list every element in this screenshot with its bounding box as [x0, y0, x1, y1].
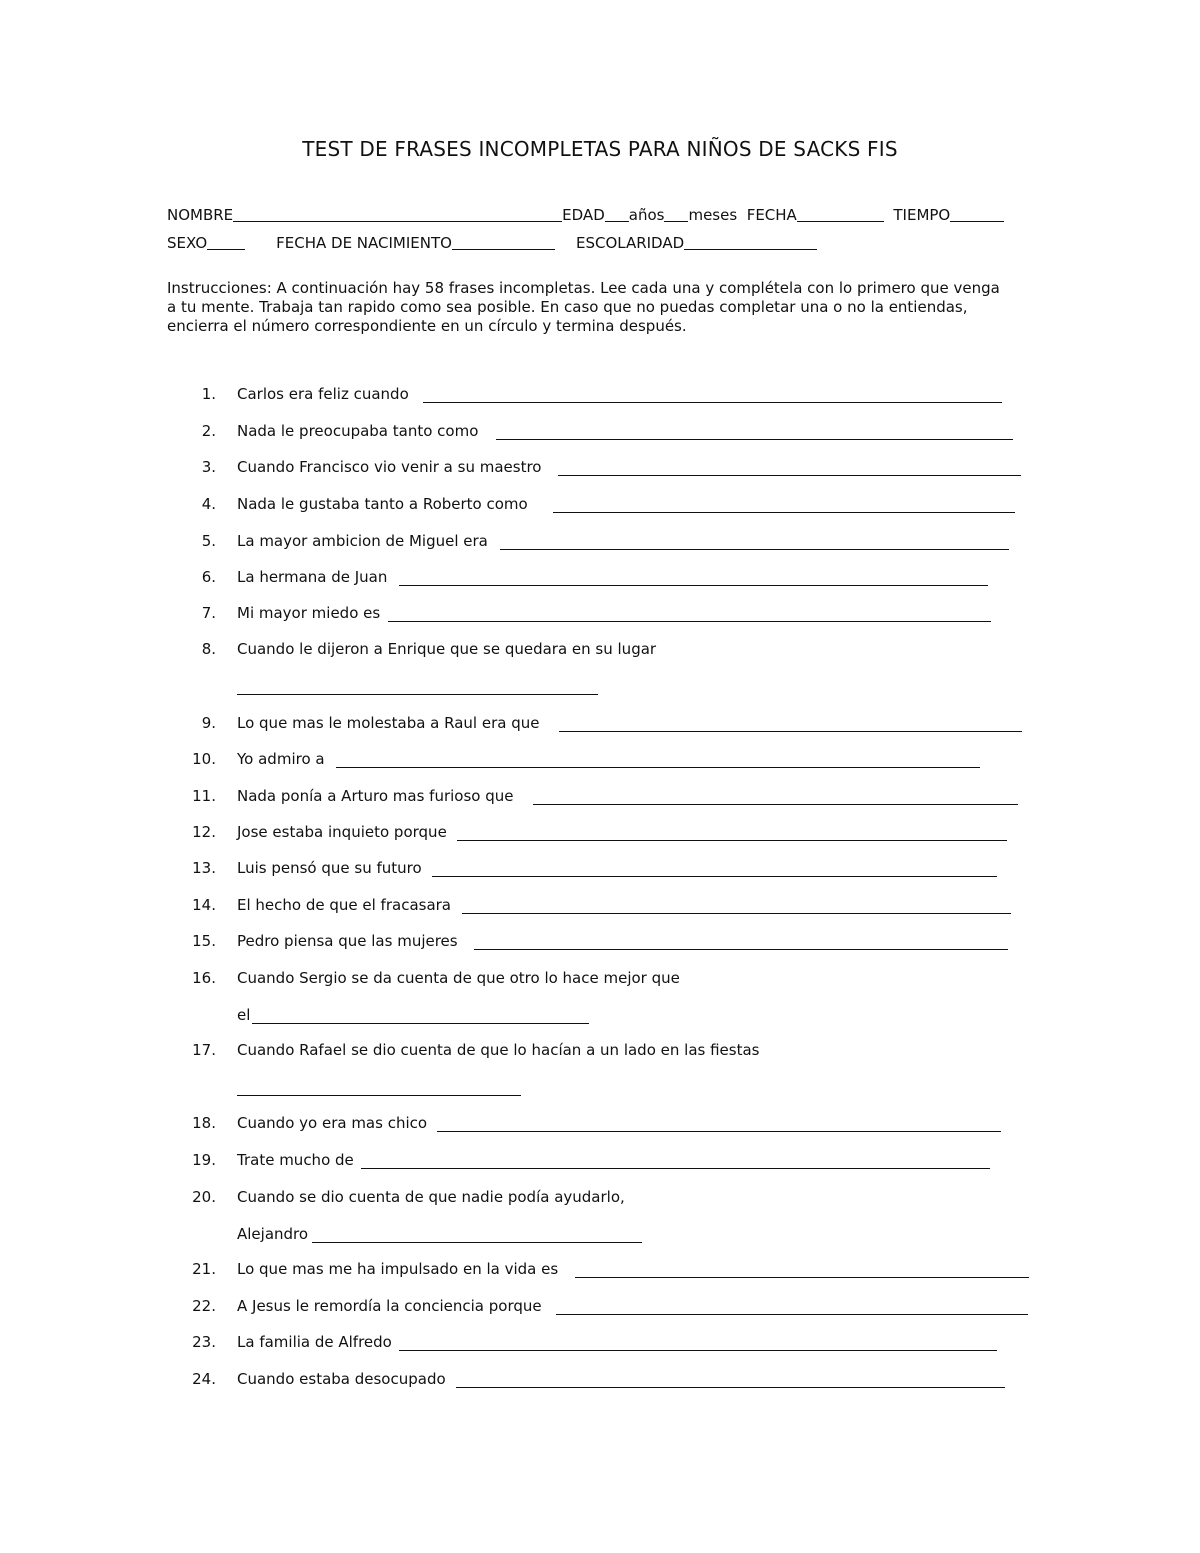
- answer-line[interactable]: [388, 621, 991, 622]
- answer-line[interactable]: [237, 694, 598, 695]
- answer-line[interactable]: [553, 512, 1015, 513]
- item-prompt: Cuando Francisco vio venir a su maestro: [237, 458, 542, 476]
- item-prompt: Cuando estaba desocupado: [237, 1370, 446, 1388]
- answer-line[interactable]: [462, 913, 1011, 914]
- answer-line[interactable]: [336, 767, 980, 768]
- item-number: 14.: [192, 896, 216, 914]
- item-number: 16.: [192, 969, 216, 987]
- tiempo-field[interactable]: [950, 206, 1004, 222]
- answer-line[interactable]: [457, 840, 1007, 841]
- item-prompt: Nada ponía a Arturo mas furioso que: [237, 787, 514, 805]
- item-prompt: Nada le gustaba tanto a Roberto como: [237, 495, 528, 513]
- item-prompt: El hecho de que el fracasara: [237, 896, 451, 914]
- item-prompt: Cuando yo era mas chico: [237, 1114, 428, 1132]
- item-number: 17.: [192, 1041, 216, 1059]
- item-prompt-continuation: el: [237, 1006, 251, 1024]
- item-number: 8.: [201, 640, 216, 658]
- nombre-label: NOMBRE: [167, 206, 234, 224]
- item-prompt: La familia de Alfredo: [237, 1333, 392, 1351]
- fecha-label: FECHA: [746, 206, 797, 224]
- item-prompt: A Jesus le remordía la conciencia porque: [237, 1297, 542, 1315]
- answer-line[interactable]: [361, 1168, 990, 1169]
- item-prompt: Cuando le dijeron a Enrique que se quedara en su lugar: [237, 640, 657, 658]
- item-number: 7.: [201, 604, 216, 622]
- instructions: Instrucciones: A continuación hay 58 frases incompletas. Lee cada una y complétela con lo primero que venga a tu mente. Trabaja tan rapido como sea posible. En caso que no puedas completar una o no la entiendas, encierra el número correspondiente en un círculo y termina después.: [167, 279, 1000, 335]
- item-prompt: Cuando Sergio se da cuenta de que otro lo hace mejor que: [237, 969, 680, 987]
- sexo-field[interactable]: [207, 234, 245, 250]
- edad-anos-field[interactable]: [605, 206, 629, 222]
- item-number: 18.: [192, 1114, 216, 1132]
- item-number: 9.: [201, 714, 216, 732]
- answer-line[interactable]: [556, 1314, 1028, 1315]
- answer-line[interactable]: [456, 1387, 1005, 1388]
- answer-line[interactable]: [252, 1023, 589, 1024]
- sentence-item: [0, 1041, 1200, 1061]
- sexo-label: SEXO: [167, 234, 208, 252]
- answer-line[interactable]: [500, 549, 1009, 550]
- escolaridad-label: ESCOLARIDAD: [575, 234, 685, 252]
- answer-line[interactable]: [432, 876, 997, 877]
- fecha-nacimiento-label: FECHA DE NACIMIENTO: [276, 234, 452, 252]
- item-prompt: Lo que mas me ha impulsado en la vida es: [237, 1260, 559, 1278]
- item-prompt: La hermana de Juan: [237, 568, 388, 586]
- item-number: 13.: [192, 859, 216, 877]
- item-prompt: Jose estaba inquieto porque: [237, 823, 447, 841]
- item-prompt: Nada le preocupaba tanto como: [237, 422, 479, 440]
- fecha-field[interactable]: [797, 206, 884, 222]
- item-prompt: Trate mucho de: [237, 1151, 354, 1169]
- item-prompt-continuation: Alejandro: [237, 1225, 309, 1243]
- item-prompt: La mayor ambicion de Miguel era: [237, 532, 488, 550]
- item-number: 10.: [192, 750, 216, 768]
- item-prompt: Lo que mas le molestaba a Raul era que: [237, 714, 540, 732]
- sentence-item: [0, 1188, 1200, 1208]
- item-number: 15.: [192, 932, 216, 950]
- answer-line[interactable]: [399, 585, 988, 586]
- answer-line[interactable]: [559, 731, 1022, 732]
- item-number: 6.: [201, 568, 216, 586]
- item-number: 5.: [201, 532, 216, 550]
- edad-label: EDAD: [562, 206, 605, 224]
- item-prompt: Mi mayor miedo es: [237, 604, 381, 622]
- answer-line[interactable]: [237, 1095, 521, 1096]
- item-number: 19.: [192, 1151, 216, 1169]
- anos-label: años: [628, 206, 665, 224]
- item-number: 12.: [192, 823, 216, 841]
- item-number: 23.: [192, 1333, 216, 1351]
- item-number: 3.: [201, 458, 216, 476]
- item-number: 22.: [192, 1297, 216, 1315]
- answer-line[interactable]: [423, 402, 1002, 403]
- header-row-1: [167, 206, 1004, 224]
- tiempo-label: TIEMPO: [893, 206, 951, 224]
- item-prompt: Yo admiro a: [237, 750, 325, 768]
- nombre-field[interactable]: [233, 206, 562, 222]
- answer-line[interactable]: [312, 1242, 642, 1243]
- answer-line[interactable]: [575, 1277, 1029, 1278]
- item-number: 21.: [192, 1260, 216, 1278]
- item-prompt: Carlos era feliz cuando: [237, 385, 409, 403]
- item-number: 1.: [201, 385, 216, 403]
- sentence-item: [0, 969, 1200, 989]
- answer-line[interactable]: [558, 475, 1021, 476]
- document-title: TEST DE FRASES INCOMPLETAS PARA NIÑOS DE SACKS FIS: [302, 137, 898, 161]
- item-prompt: Pedro piensa que las mujeres: [237, 932, 458, 950]
- meses-label: meses: [688, 206, 738, 224]
- escolaridad-field[interactable]: [684, 234, 817, 250]
- answer-line[interactable]: [533, 804, 1018, 805]
- header-row-2: [167, 234, 817, 252]
- sentence-item: [0, 640, 1200, 660]
- answer-line[interactable]: [437, 1131, 1001, 1132]
- edad-meses-field[interactable]: [664, 206, 688, 222]
- item-number: 4.: [201, 495, 216, 513]
- item-number: 11.: [192, 787, 216, 805]
- item-number: 24.: [192, 1370, 216, 1388]
- item-number: 20.: [192, 1188, 216, 1206]
- fecha-nacimiento-field[interactable]: [452, 234, 555, 250]
- item-prompt: Luis pensó que su futuro: [237, 859, 422, 877]
- item-prompt: Cuando se dio cuenta de que nadie podía ayudarlo,: [237, 1188, 625, 1206]
- answer-line[interactable]: [399, 1350, 997, 1351]
- answer-line[interactable]: [496, 439, 1013, 440]
- item-prompt: Cuando Rafael se dio cuenta de que lo hacían a un lado en las fiestas: [237, 1041, 760, 1059]
- item-number: 2.: [201, 422, 216, 440]
- answer-line[interactable]: [474, 949, 1008, 950]
